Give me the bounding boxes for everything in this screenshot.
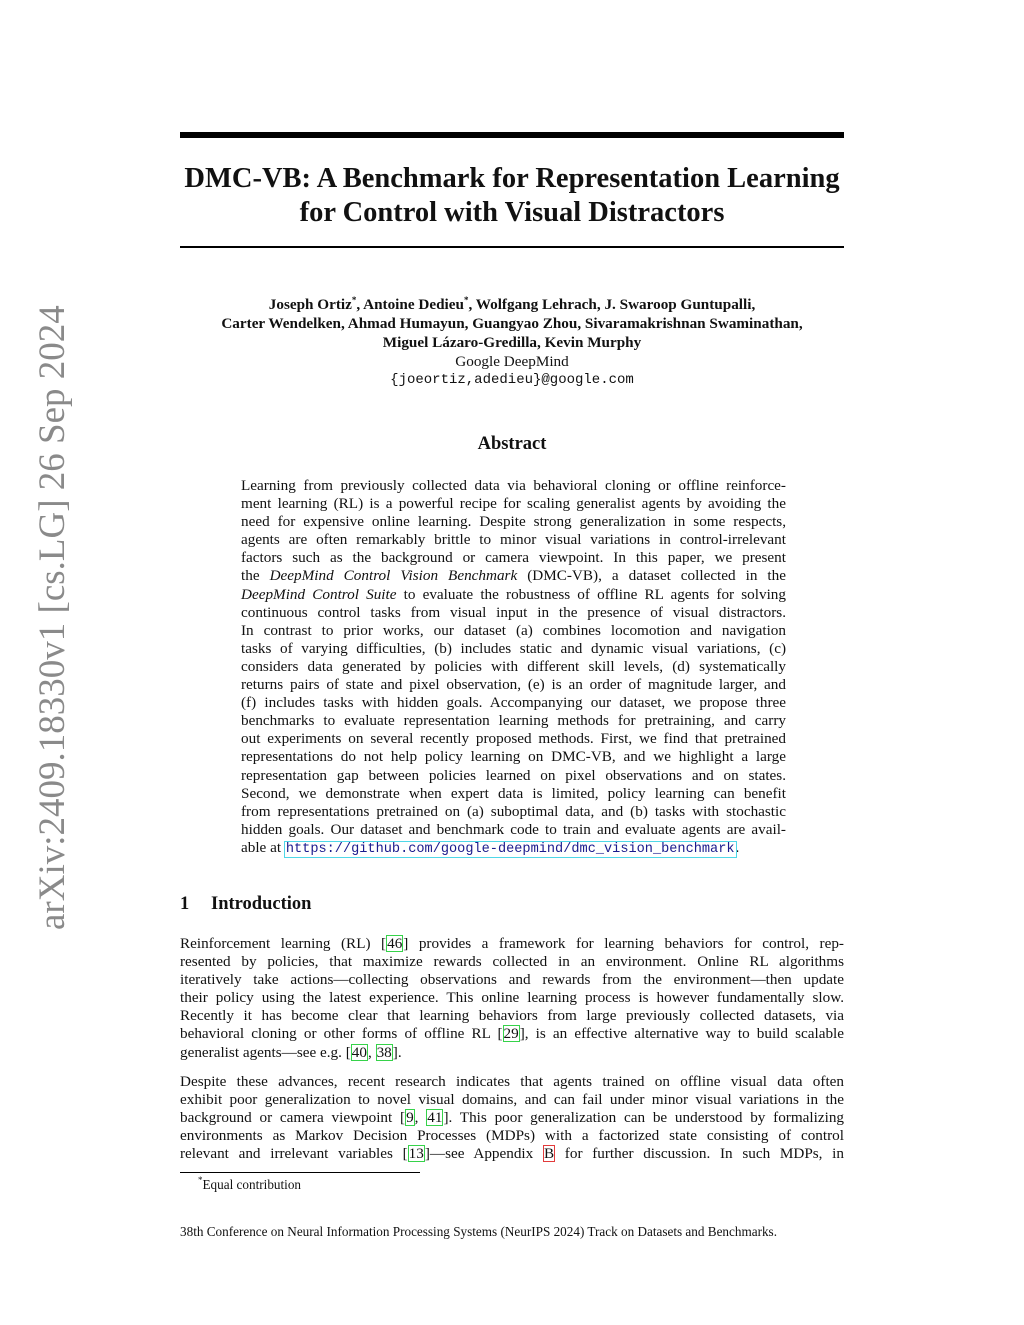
- section-heading-introduction: [180, 894, 311, 915]
- abstract-line: ment learning (RL) is a powerful recipe for scaling generalist agents by avoiding the: [241, 495, 786, 513]
- footnote: [198, 1177, 301, 1193]
- intro-paragraph-1: [180, 935, 844, 1062]
- abstract-line: need for expensive online learning. Despite strong generalization in some respects,: [241, 513, 786, 531]
- abstract-line: representation gap between policies learned on pixel observations and on states.: [241, 766, 786, 784]
- citation-link[interactable]: 13: [408, 1145, 424, 1163]
- abstract-line: In contrast to prior works, our dataset (a) combines locomotion and navigation: [241, 621, 786, 639]
- abstract-text: to evaluate the robustness of offline RL agents for solving: [396, 585, 786, 603]
- abstract-line: from representations pretrained on (a) suboptimal data, and (b) tasks with stochastic: [241, 802, 786, 820]
- abstract-line: Second, we demonstrate when expert data is limited, policy learning can benefit: [241, 784, 786, 802]
- paragraph-line: [180, 1109, 844, 1127]
- abstract-line: continuous control tasks from visual input in the presence of visual distractors.: [241, 603, 786, 621]
- abstract-line: representations do not help policy learning on DMC-VB, and we highlight a large: [241, 748, 786, 766]
- author-email: {joeortiz,adedieu}@google.com: [390, 372, 634, 388]
- venue-note: 38th Conference on Neural Information Processing Systems (NeurIPS 2024) Track on Datasets and Benchmarks.: [180, 1224, 777, 1239]
- abstract-line: factors such as the background or camera viewpoint. In this paper, we present: [241, 549, 786, 567]
- paragraph-line: [180, 1044, 844, 1062]
- citation-link[interactable]: 41: [427, 1109, 443, 1127]
- paragraph-line: Despite these advances, recent research indicates that agents trained on offline visual data often: [180, 1073, 844, 1090]
- paragraph-text: ,: [367, 1043, 376, 1061]
- paragraph-text: generalist agents—see e.g. [: [180, 1043, 351, 1061]
- abstract-text: able at: [241, 838, 285, 856]
- paragraph-line: environments as Markov Decision Processes (MDPs) with a factorized state consisting of control: [180, 1127, 844, 1145]
- paragraph-line: their policy using the latest experience. This online learning process is however fundamentally slow.: [180, 989, 844, 1007]
- abstract-line: considers data generated by policies with different skill levels, (d) systematically: [241, 657, 786, 675]
- affiliation: Google DeepMind: [455, 353, 569, 370]
- author-line-1: [150, 295, 874, 314]
- footnote-text: Equal contribution: [202, 1177, 302, 1192]
- abstract-line: [241, 839, 786, 859]
- paragraph-text: ], is an effective alternative way to build scalable: [519, 1025, 844, 1043]
- suite-name: DeepMind Control Suite: [241, 585, 397, 603]
- citation-link[interactable]: 38: [376, 1043, 392, 1061]
- paragraph-text: Reinforcement learning (RL) [: [180, 935, 387, 952]
- paragraph-text: behavioral cloning or other forms of offline RL [: [180, 1025, 503, 1043]
- abstract-body: [241, 477, 786, 859]
- abstract-line: [241, 586, 786, 604]
- abstract-line: out experiments on several recently proposed methods. First, we find that pretrained: [241, 730, 786, 748]
- paragraph-line: resented by policies, that maximize rewards collected in an environment. Online RL algorithms: [180, 953, 844, 971]
- title-bottom-rule: [180, 246, 844, 248]
- abstract-line: returns pairs of state and pixel observation, (e) is an order of magnitude larger, and: [241, 676, 786, 694]
- abstract-text: (DMC-VB), a dataset collected in the: [517, 567, 786, 585]
- equal-contribution-marker: *: [463, 295, 469, 305]
- paragraph-line: [180, 935, 844, 953]
- paragraph-line: exhibit poor generalization to novel visual domains, and can fail under minor visual variations in the: [180, 1091, 844, 1109]
- paragraph-line: iteratively take actions—collecting observations and rewards from the environment—then update: [180, 971, 844, 989]
- citation-link[interactable]: 46: [387, 935, 403, 952]
- paragraph-line: Recently it has become clear that learning behaviors from large previously collected datasets, via: [180, 1007, 844, 1025]
- abstract-text: .: [735, 838, 740, 856]
- abstract-line: hidden goals. Our dataset and benchmark code to train and evaluate agents are avail-: [241, 820, 786, 838]
- author-line-1-rest: , Wolfgang Lehrach, J. Swaroop Guntupalli,: [468, 296, 756, 313]
- paragraph-text: background or camera viewpoint [: [180, 1109, 406, 1127]
- abstract-line: [241, 567, 786, 585]
- abstract-heading: Abstract: [477, 434, 547, 454]
- author-dedieu: , Antoine Dedieu: [356, 296, 464, 313]
- author-line-3: Miguel Lázaro-Gredilla, Kevin Murphy: [382, 334, 642, 351]
- title-line-2: for Control with Visual Distractors: [299, 197, 725, 228]
- paragraph-text: ]. This poor generalization can be understood by formalizing: [443, 1109, 845, 1127]
- abstract-text: the: [241, 567, 270, 585]
- citation-link[interactable]: 29: [503, 1025, 519, 1043]
- paper-title: [150, 162, 874, 230]
- paragraph-text: relevant and irrelevant variables [: [180, 1145, 408, 1163]
- equal-contribution-marker: *: [351, 295, 357, 305]
- paragraph-text: ] provides a framework for learning behaviors for control, rep-: [403, 935, 844, 952]
- footnote-rule: [180, 1172, 420, 1173]
- abstract-line: benchmarks to evaluate representation learning methods for pretraining, and carry: [241, 712, 786, 730]
- citation-link[interactable]: 40: [351, 1043, 367, 1061]
- author-ortiz: Joseph Ortiz: [268, 296, 352, 313]
- paragraph-text: for further discussion. In such MDPs, in: [555, 1145, 844, 1163]
- abstract-line: (f) includes tasks with hidden goals. Accompanying our dataset, we propose three: [241, 694, 786, 712]
- abstract-line: tasks of varying difficulties, (b) includes static and dynamic visual variations, (c): [241, 639, 786, 657]
- title-line-1: DMC-VB: A Benchmark for Representation Learning: [184, 163, 840, 194]
- paragraph-line: [180, 1025, 844, 1043]
- appendix-link[interactable]: B: [543, 1145, 555, 1163]
- section-title: Introduction: [211, 894, 312, 914]
- abstract-line: agents are often remarkably brittle to minor visual variations in control-irrelevant: [241, 531, 786, 549]
- intro-paragraph-2: [180, 1073, 844, 1163]
- abstract-line: Learning from previously collected data via behavioral cloning or offline reinforce-: [241, 477, 786, 494]
- citation-link[interactable]: 9: [406, 1109, 414, 1127]
- arxiv-watermark: arXiv:2409.18330v1 [cs.LG] 26 Sep 2024: [32, 305, 73, 930]
- title-top-rule: [180, 132, 844, 138]
- github-link[interactable]: https://github.com/google-deepmind/dmc_vision_benchmark: [285, 841, 735, 857]
- paragraph-text: ].: [392, 1043, 402, 1061]
- paragraph-text: ,: [414, 1109, 427, 1127]
- paragraph-text: ]—see Appendix: [424, 1145, 543, 1163]
- section-number: 1: [180, 894, 190, 914]
- footnote-marker: *: [198, 1175, 203, 1185]
- benchmark-name: DeepMind Control Vision Benchmark: [269, 567, 518, 585]
- author-block: [150, 295, 874, 390]
- paragraph-line: [180, 1145, 844, 1163]
- author-line-2: Carter Wendelken, Ahmad Humayun, Guangyao Zhou, Sivaramakrishnan Swaminathan,: [221, 315, 803, 332]
